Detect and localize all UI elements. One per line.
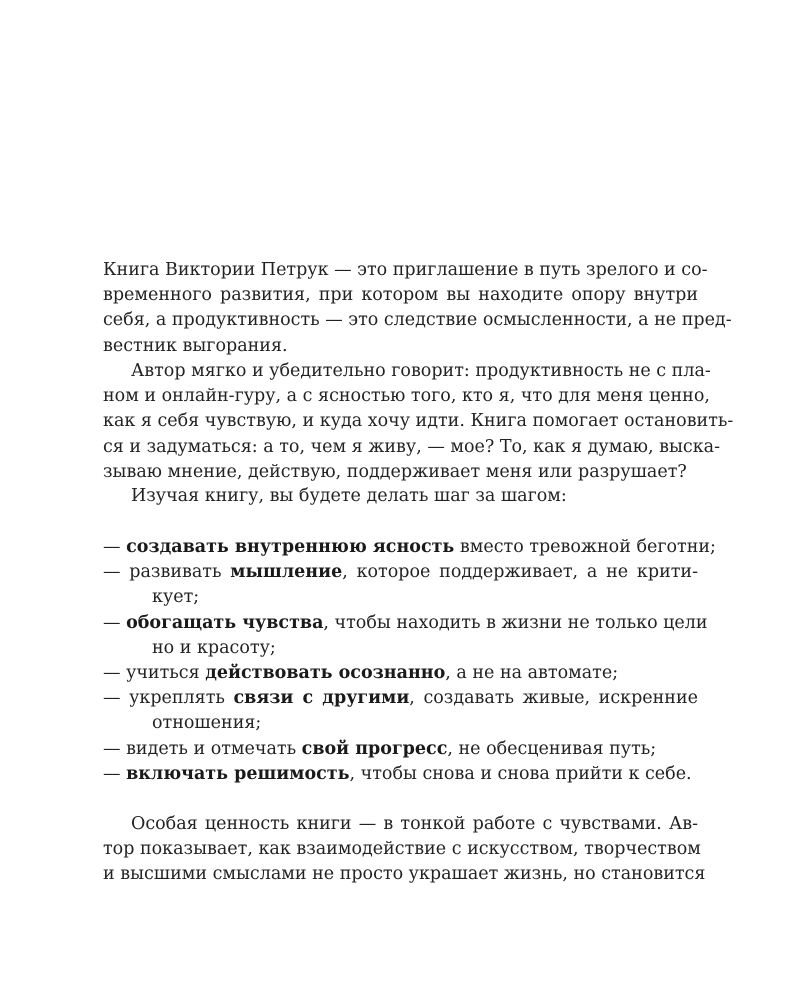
text-line: себя, а продуктивность — это следствие осмысленности, а не пред- xyxy=(103,310,732,331)
list-item: — развивать мышление, которое поддерживает, а не крити- xyxy=(103,562,698,583)
list-item: — видеть и отмечать свой прогресс, не обесценивая путь; xyxy=(103,738,657,759)
paragraph-value xyxy=(103,812,706,888)
text-line: вестник выгорания. xyxy=(103,335,288,356)
text-line: ном и онлайн-гуру, а с ясностью того, кто я, что для меня ценно, xyxy=(103,386,710,407)
list-item: — включать решимость, чтобы снова и снова прийти к себе. xyxy=(103,763,692,784)
text-line: Автор мягко и убедительно говорит: продуктивность не с пла- xyxy=(131,361,711,381)
list-item-continuation: но и красоту; xyxy=(152,637,276,658)
text-line: Изучая книгу, вы будете делать шаг за шагом: xyxy=(131,486,567,506)
text-line: Книга Виктории Петрук — это приглашение в путь зрелого и со- xyxy=(103,260,708,280)
paragraph-author xyxy=(103,359,734,485)
paragraph-list-intro xyxy=(103,484,698,509)
list-item: — укреплять связи с другими, создавать живые, искренние xyxy=(103,688,698,709)
text-line: и высшими смыслами не просто украшает жизнь, но становится xyxy=(103,864,706,885)
text-line: временного развития, при котором вы находите опору внутри xyxy=(103,285,698,306)
list-item: — учиться действовать осознанно, а не на автомате; xyxy=(103,663,619,684)
list-item-continuation: кует; xyxy=(152,587,200,608)
text-line: ся и задуматься: а то, чем я живу, — мое? То, как я думаю, выска- xyxy=(103,436,720,457)
text-line: зываю мнение, действую, поддерживает меня или разрушает? xyxy=(103,461,687,482)
paragraph-intro xyxy=(103,258,732,359)
list-item: — обогащать чувства, чтобы находить в жизни не только цели xyxy=(103,612,708,633)
list-item: — создавать внутреннюю ясность вместо тревожной беготни; xyxy=(103,537,716,557)
goals-list xyxy=(103,535,716,787)
list-item-continuation: отношения; xyxy=(152,713,262,734)
text-line: тор показывает, как взаимодействие с искусством, творчеством xyxy=(103,839,701,860)
text-line: как я себя чувствую, и куда хочу идти. Книга помогает остановить- xyxy=(103,411,734,432)
text-line: Особая ценность книги — в тонкой работе с чувствами. Ав- xyxy=(131,814,698,834)
